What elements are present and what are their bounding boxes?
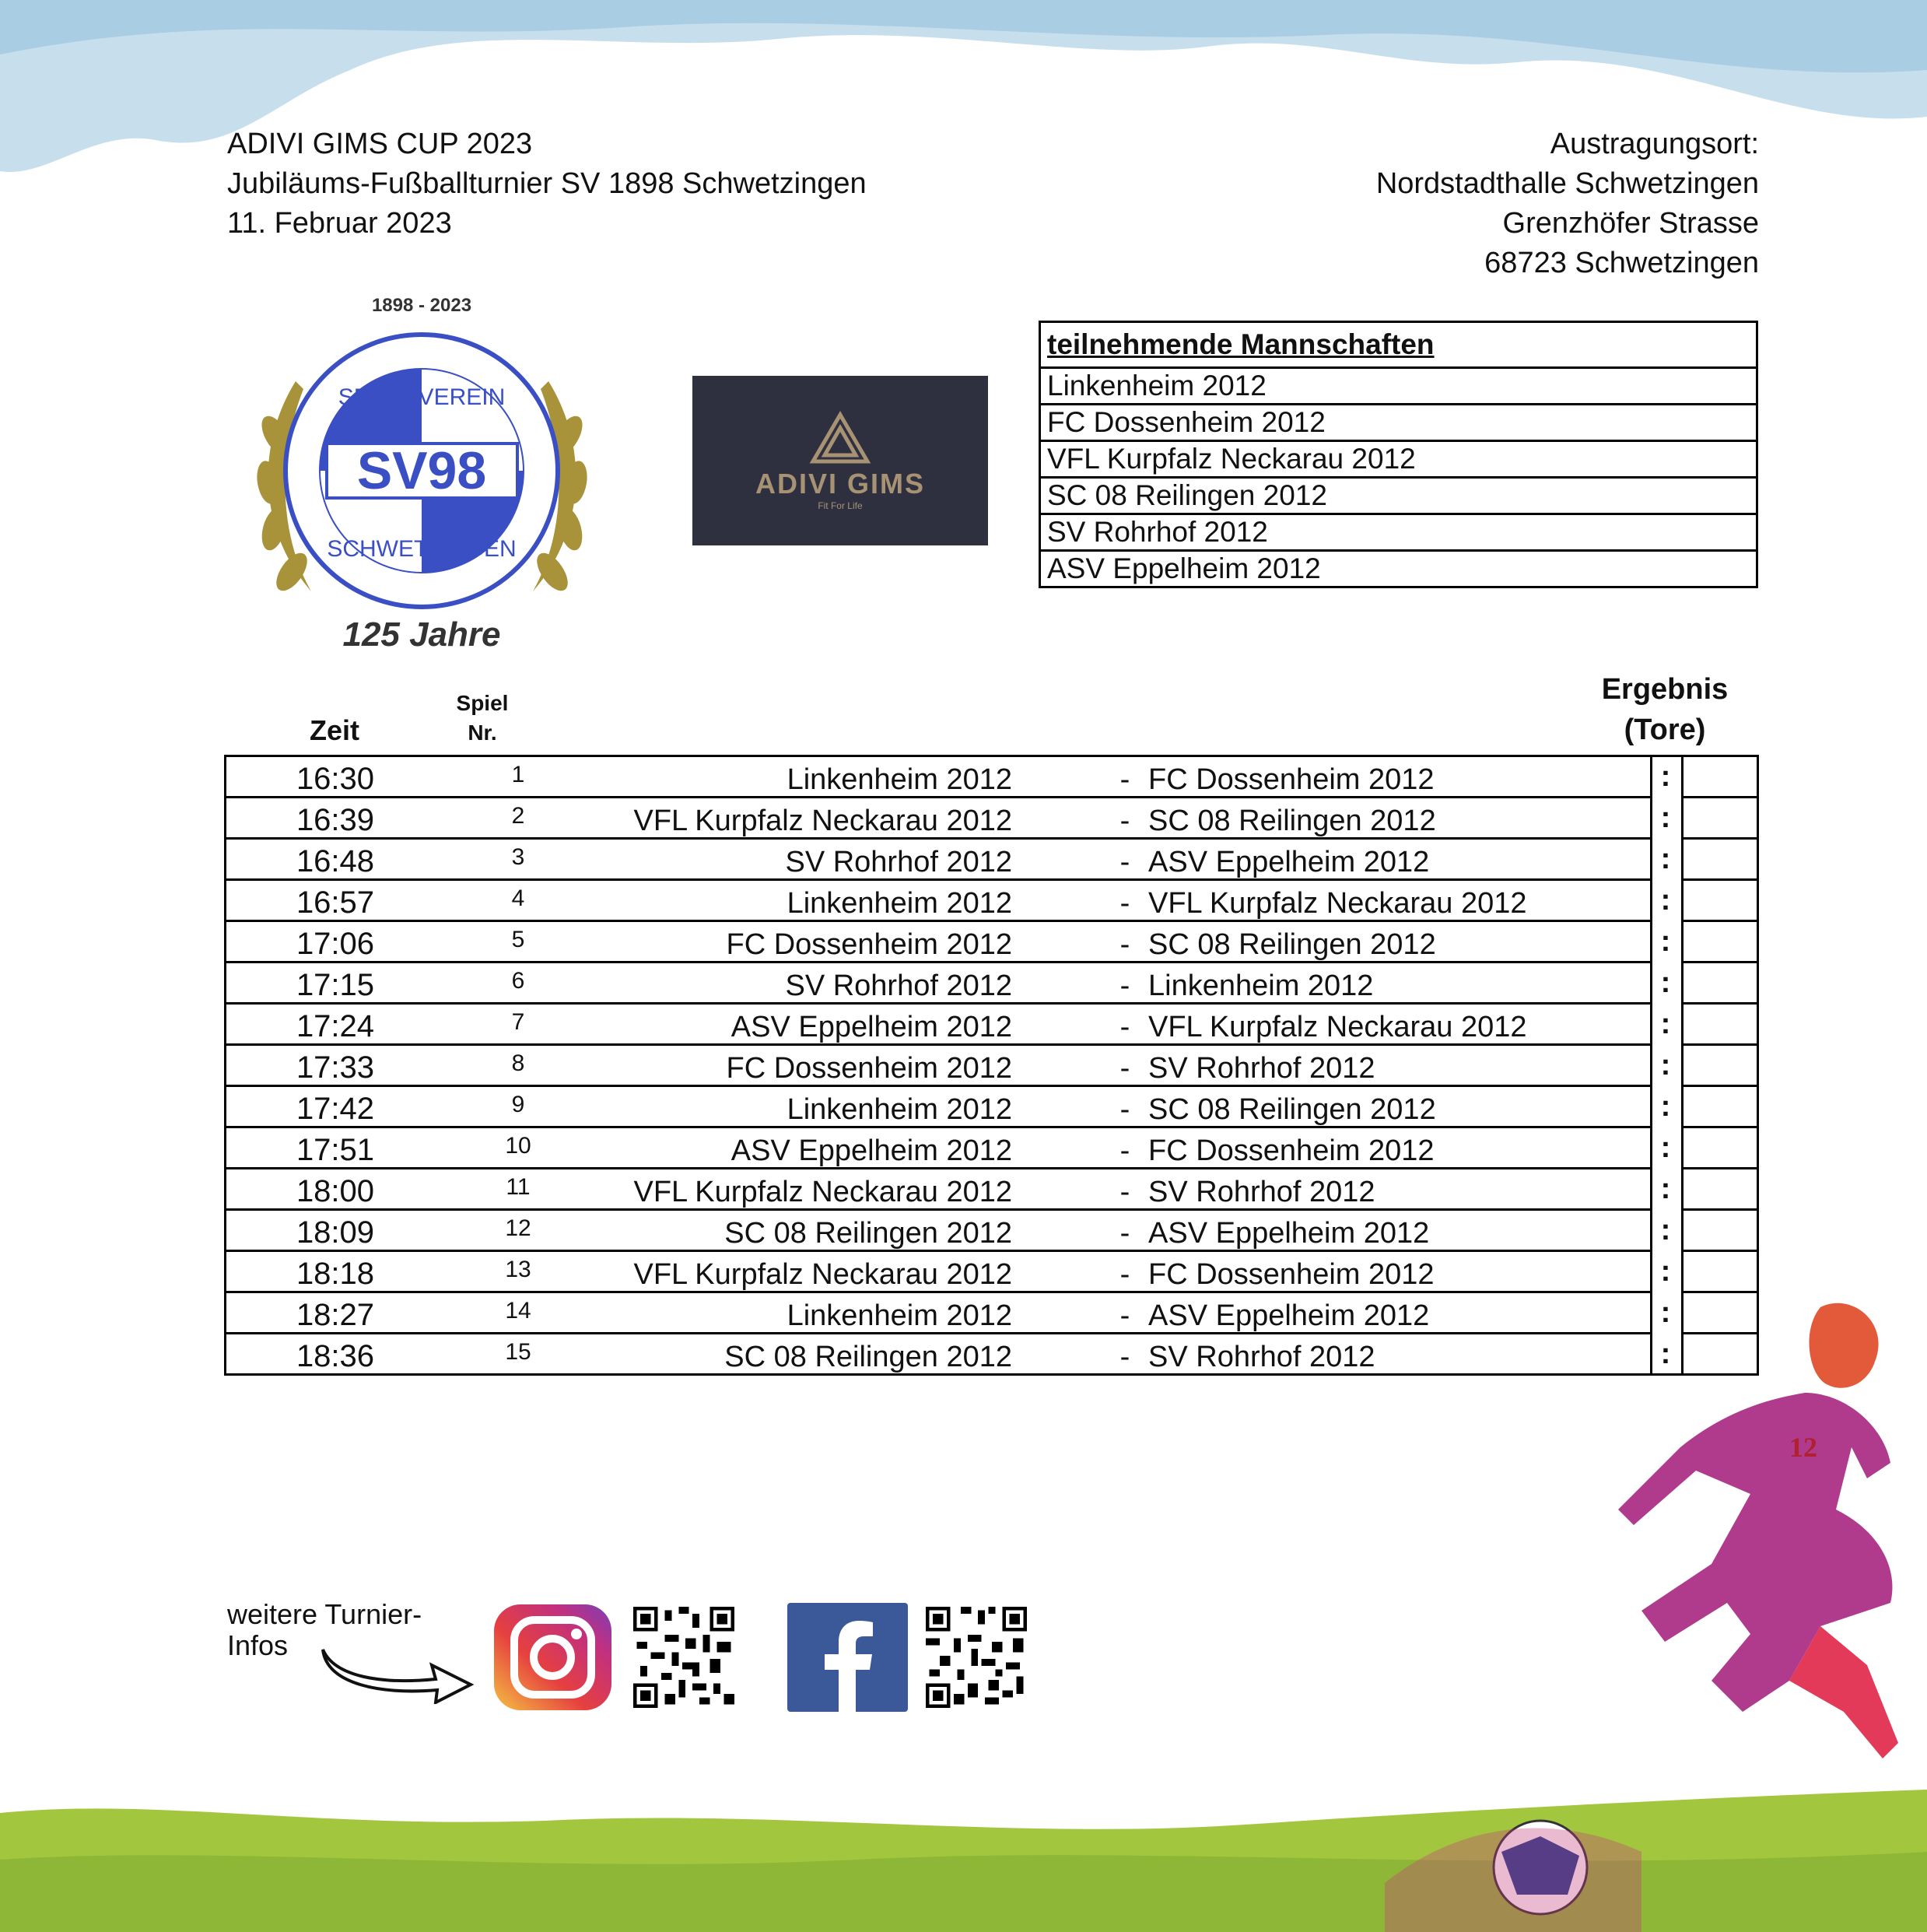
event-date: 11. Februar 2023 xyxy=(227,207,452,240)
score-cell[interactable] xyxy=(1681,1208,1759,1211)
match-separator: - xyxy=(1119,1258,1130,1291)
match-time: 18:09 xyxy=(296,1215,375,1250)
away-team: FC Dossenheim 2012 xyxy=(1148,1134,1435,1167)
away-team: SC 08 Reilingen 2012 xyxy=(1148,1093,1436,1126)
score-cell[interactable] xyxy=(1681,1250,1759,1252)
score-separator: : xyxy=(1660,1214,1671,1247)
home-team: ASV Eppelheim 2012 xyxy=(731,1011,1012,1043)
away-team: FC Dossenheim 2012 xyxy=(1148,763,1435,796)
match-number: 7 xyxy=(511,1009,525,1035)
match-number: 2 xyxy=(511,803,525,829)
home-team: ASV Eppelheim 2012 xyxy=(731,1134,1012,1167)
venue-street: Grenzhöfer Strasse xyxy=(1502,207,1759,240)
sponsor-tagline: Fit For Life xyxy=(818,500,863,511)
venue-name: Nordstadthalle Schwetzingen xyxy=(1375,167,1759,200)
match-time: 18:00 xyxy=(296,1174,375,1208)
score-separator: : xyxy=(1660,801,1671,834)
event-subtitle: Jubiläums-Fußballturnier SV 1898 Schwetzingen xyxy=(227,167,867,200)
logo-bottom-text: SCHWETZINGEN xyxy=(327,536,517,562)
score-cell[interactable] xyxy=(1681,837,1759,840)
match-number: 14 xyxy=(505,1298,531,1324)
score-separator: : xyxy=(1660,1090,1671,1123)
match-separator: - xyxy=(1119,1011,1130,1043)
match-time: 16:48 xyxy=(296,844,375,878)
team-item: SV Rohrhof 2012 xyxy=(1040,514,1757,551)
home-team: SV Rohrhof 2012 xyxy=(785,846,1012,878)
team-item: Linkenheim 2012 xyxy=(1040,368,1757,405)
venue-label: Austragungsort: xyxy=(1550,128,1759,160)
match-number: 4 xyxy=(511,885,525,911)
table-row xyxy=(226,1252,1650,1293)
match-time: 16:39 xyxy=(296,803,375,837)
match-separator: - xyxy=(1119,1299,1130,1332)
schedule-table xyxy=(224,755,1759,1376)
match-separator: - xyxy=(1119,1093,1130,1126)
match-time: 17:06 xyxy=(296,927,375,961)
header-time: Zeit xyxy=(309,714,359,746)
match-time: 17:42 xyxy=(296,1092,375,1126)
score-separator: : xyxy=(1660,1008,1671,1040)
logo-years: 1898 - 2023 xyxy=(371,295,472,316)
home-team: Linkenheim 2012 xyxy=(787,887,1012,920)
score-cell[interactable] xyxy=(1681,1167,1759,1169)
match-separator: - xyxy=(1119,763,1130,796)
score-separator: : xyxy=(1660,1255,1671,1288)
away-team: ASV Eppelheim 2012 xyxy=(1148,1217,1430,1250)
score-cell[interactable] xyxy=(1681,1332,1759,1334)
score-separator: : xyxy=(1660,760,1671,793)
score-cell[interactable] xyxy=(1681,920,1759,922)
home-team: VFL Kurpfalz Neckarau 2012 xyxy=(633,1176,1012,1208)
away-team: ASV Eppelheim 2012 xyxy=(1148,1299,1430,1332)
match-separator: - xyxy=(1119,1052,1130,1085)
home-team: SC 08 Reilingen 2012 xyxy=(724,1341,1012,1373)
match-separator: - xyxy=(1119,846,1130,878)
match-separator: - xyxy=(1119,1134,1130,1167)
match-number: 5 xyxy=(511,927,525,952)
home-team: FC Dossenheim 2012 xyxy=(726,1052,1012,1085)
table-row xyxy=(226,1293,1650,1334)
logo-center-text: SV98 xyxy=(356,441,487,500)
header-result: Ergebnis (Tore) xyxy=(1601,673,1729,746)
match-number: 12 xyxy=(505,1215,531,1241)
match-separator: - xyxy=(1119,805,1130,837)
away-team: VFL Kurpfalz Neckarau 2012 xyxy=(1148,887,1527,920)
match-separator: - xyxy=(1119,887,1130,920)
home-team: Linkenheim 2012 xyxy=(787,1299,1012,1332)
match-time: 18:18 xyxy=(296,1257,375,1291)
sponsor-name: ADIVI GIMS xyxy=(755,468,926,500)
home-team: VFL Kurpfalz Neckarau 2012 xyxy=(633,1258,1012,1291)
table-row xyxy=(226,840,1650,881)
score-cell[interactable] xyxy=(1681,1043,1759,1046)
sv98-club-logo xyxy=(226,288,618,669)
svg-text:12: 12 xyxy=(1789,1432,1817,1463)
away-team: FC Dossenheim 2012 xyxy=(1148,1258,1435,1291)
score-cell[interactable] xyxy=(1681,1002,1759,1005)
table-row xyxy=(226,922,1650,963)
teams-table xyxy=(1039,321,1758,588)
score-separator: : xyxy=(1660,1131,1671,1164)
score-separator: : xyxy=(1660,1338,1671,1370)
match-time: 17:15 xyxy=(296,968,375,1002)
score-cell[interactable] xyxy=(1681,1085,1759,1087)
home-team: Linkenheim 2012 xyxy=(787,763,1012,796)
table-row xyxy=(226,1334,1650,1376)
match-number: 8 xyxy=(511,1050,525,1076)
match-number: 15 xyxy=(505,1339,531,1365)
match-number: 9 xyxy=(511,1092,525,1117)
score-separator: : xyxy=(1660,843,1671,875)
event-header xyxy=(227,124,867,244)
logo-top-text: SPORTVEREIN xyxy=(338,384,506,410)
score-cell[interactable] xyxy=(1681,1291,1759,1293)
table-row xyxy=(226,1211,1650,1252)
match-number: 13 xyxy=(505,1257,531,1282)
table-row xyxy=(226,1169,1650,1211)
score-separator: : xyxy=(1660,1173,1671,1205)
arrow-icon xyxy=(319,1642,475,1704)
team-item: VFL Kurpfalz Neckarau 2012 xyxy=(1040,441,1757,478)
score-separator: : xyxy=(1660,1296,1671,1329)
table-row xyxy=(226,1005,1650,1046)
away-team: SV Rohrhof 2012 xyxy=(1148,1341,1375,1373)
away-team: SC 08 Reilingen 2012 xyxy=(1148,805,1436,837)
table-row xyxy=(226,757,1650,798)
score-cell[interactable] xyxy=(1681,1126,1759,1128)
match-separator: - xyxy=(1119,928,1130,961)
score-separator: : xyxy=(1660,1049,1671,1082)
team-item: SC 08 Reilingen 2012 xyxy=(1040,478,1757,514)
away-team: SV Rohrhof 2012 xyxy=(1148,1176,1375,1208)
away-team: ASV Eppelheim 2012 xyxy=(1148,846,1430,878)
match-time: 17:24 xyxy=(296,1009,375,1043)
score-cell[interactable] xyxy=(1681,796,1759,798)
match-time: 16:57 xyxy=(296,885,375,920)
home-team: FC Dossenheim 2012 xyxy=(726,928,1012,961)
match-separator: - xyxy=(1119,1176,1130,1208)
table-row xyxy=(226,1128,1650,1169)
score-cell[interactable] xyxy=(1681,878,1759,881)
logo-anniversary: 125 Jahre xyxy=(342,615,501,654)
score-separator: : xyxy=(1660,966,1671,999)
away-team: Linkenheim 2012 xyxy=(1148,970,1374,1002)
home-team: SC 08 Reilingen 2012 xyxy=(724,1217,1012,1250)
teams-heading: teilnehmende Mannschaften xyxy=(1040,322,1757,368)
table-row xyxy=(226,798,1650,840)
score-cell[interactable] xyxy=(1681,961,1759,963)
match-time: 18:27 xyxy=(296,1298,375,1332)
home-team: VFL Kurpfalz Neckarau 2012 xyxy=(633,805,1012,837)
home-team: SV Rohrhof 2012 xyxy=(785,970,1012,1002)
score-separator: : xyxy=(1660,884,1671,917)
table-row xyxy=(226,1046,1650,1087)
match-number: 3 xyxy=(511,844,525,870)
home-team: Linkenheim 2012 xyxy=(787,1093,1012,1126)
table-row xyxy=(226,963,1650,1005)
qr-code-icon[interactable] xyxy=(629,1607,739,1708)
match-time: 17:33 xyxy=(296,1050,375,1085)
event-title: ADIVI GIMS CUP 2023 xyxy=(227,128,533,160)
facebook-icon[interactable] xyxy=(787,1603,908,1712)
away-team: SC 08 Reilingen 2012 xyxy=(1148,928,1436,961)
table-row xyxy=(226,881,1650,922)
sponsor-logo xyxy=(692,376,988,545)
match-number: 10 xyxy=(505,1133,531,1159)
score-separator: : xyxy=(1660,925,1671,958)
match-time: 17:51 xyxy=(296,1133,375,1167)
venue-city: 68723 Schwetzingen xyxy=(1484,247,1759,279)
score-column xyxy=(1681,757,1759,1373)
qr-code-icon[interactable] xyxy=(921,1607,1032,1708)
match-number: 11 xyxy=(506,1174,531,1200)
match-separator: - xyxy=(1119,970,1130,1002)
match-separator: - xyxy=(1119,1341,1130,1373)
match-time: 16:30 xyxy=(296,762,375,796)
team-item: ASV Eppelheim 2012 xyxy=(1040,551,1757,587)
match-number: 1 xyxy=(511,762,525,787)
away-team: SV Rohrhof 2012 xyxy=(1148,1052,1375,1085)
instagram-icon[interactable] xyxy=(492,1603,613,1712)
match-time: 18:36 xyxy=(296,1339,375,1373)
match-separator: - xyxy=(1119,1217,1130,1250)
header-game-number: Spiel Nr. xyxy=(456,691,509,745)
away-team: VFL Kurpfalz Neckarau 2012 xyxy=(1148,1011,1527,1043)
venue-info xyxy=(1376,124,1759,283)
sponsor-triangle-icon xyxy=(809,411,871,465)
table-row xyxy=(226,1087,1650,1128)
match-number: 6 xyxy=(511,968,525,994)
team-item: FC Dossenheim 2012 xyxy=(1040,405,1757,441)
more-info-label: weitere Turnier- Infos xyxy=(227,1598,422,1661)
